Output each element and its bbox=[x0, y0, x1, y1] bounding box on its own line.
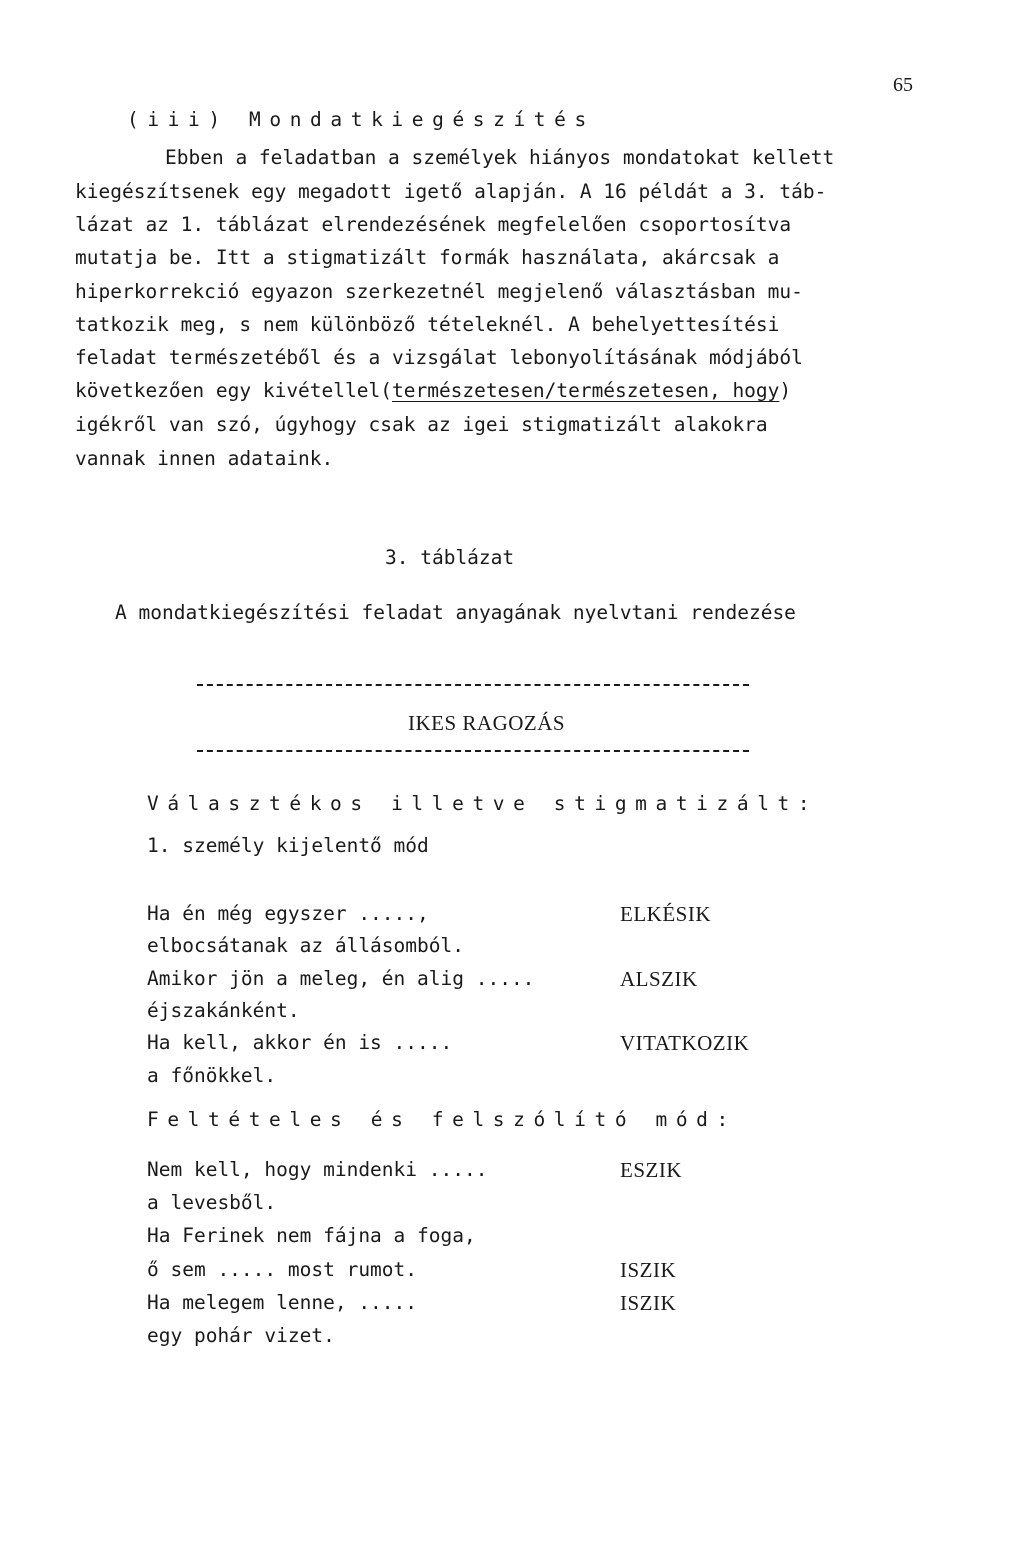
group2-verb-1: ESZIK bbox=[620, 1158, 682, 1182]
group2-sentence-5: Ha melegem lenne, ..... bbox=[147, 1291, 418, 1314]
divider-top bbox=[197, 684, 749, 686]
paragraph-line-8 bbox=[75, 379, 791, 403]
paragraph-line-5: hiperkorrekció egyazon szerkezetnél megjelenő választásban mu- bbox=[75, 280, 803, 303]
paragraph-line-6: tatkozik meg, s nem különböző tételeknél. A behelyettesítési bbox=[75, 313, 780, 336]
paragraph-line-4: mutatja be. Itt a stigmatizált formák használata, akárcsak a bbox=[75, 246, 780, 269]
line8-before: következően egy kivétellel( bbox=[75, 379, 392, 402]
group1-sentence-6: a főnökkel. bbox=[147, 1064, 277, 1087]
group2-verb-5: ISZIK bbox=[620, 1291, 677, 1315]
table-header: IKES RAGOZÁS bbox=[408, 711, 566, 735]
group1-sentence-4: éjszakánként. bbox=[147, 999, 300, 1022]
group1-sentence-5: Ha kell, akkor én is ..... bbox=[147, 1031, 453, 1054]
group1-verb-3: ALSZIK bbox=[620, 967, 698, 991]
group2-verb-4: ISZIK bbox=[620, 1258, 677, 1282]
table-caption: A mondatkiegészítési feladat anyagának nyelvtani rendezése bbox=[115, 601, 796, 624]
table-number: 3. táblázat bbox=[385, 546, 515, 569]
subheading: Választékos illetve stigmatizált: bbox=[147, 792, 819, 815]
paragraph-line-2: kiegészítsenek egy megadott igető alapján. A 16 példát a 3. táb- bbox=[75, 180, 827, 203]
paragraph-line-3: lázat az 1. táblázat elrendezésének megfelelően csoportosítva bbox=[75, 213, 792, 236]
section-heading: (iii) Mondatkiegészítés bbox=[127, 108, 595, 131]
paragraph-line-9: igékről van szó, úgyhogy csak az igei stigmatizált alakokra bbox=[75, 413, 768, 436]
group1-sentence-3: Amikor jön a meleg, én alig ..... bbox=[147, 967, 535, 990]
line8-after: ) bbox=[779, 379, 792, 402]
group2-sentence-3: Ha Ferinek nem fájna a foga, bbox=[147, 1224, 476, 1247]
group1-sentence-2: elbocsátanak az állásomból. bbox=[147, 934, 464, 957]
group1-verb-5: VITATKOZIK bbox=[620, 1031, 750, 1055]
group2-sentence-1: Nem kell, hogy mindenki ..... bbox=[147, 1158, 488, 1181]
paragraph-line-7: feladat természetéből és a vizsgálat lebonyolításának módjából bbox=[75, 346, 803, 369]
group2-title: Feltételes és felszólító mód: bbox=[147, 1108, 737, 1131]
group2-sentence-2: a levesből. bbox=[147, 1191, 277, 1214]
divider-bottom bbox=[197, 750, 749, 752]
paragraph-line-10: vannak innen adataink. bbox=[75, 447, 334, 470]
group1-title: 1. személy kijelentő mód bbox=[147, 834, 429, 857]
paragraph-line-1: Ebben a feladatban a személyek hiányos mondatokat kellett bbox=[165, 146, 835, 169]
group2-sentence-4: ő sem ..... most rumot. bbox=[147, 1258, 418, 1281]
line8-underlined: természetesen/természetesen, hogy bbox=[391, 379, 780, 402]
page-number: 65 bbox=[893, 74, 913, 96]
group2-sentence-6: egy pohár vizet. bbox=[147, 1324, 335, 1347]
group1-sentence-1: Ha én még egyszer ....., bbox=[147, 902, 429, 925]
group1-verb-1: ELKÉSIK bbox=[620, 902, 711, 926]
